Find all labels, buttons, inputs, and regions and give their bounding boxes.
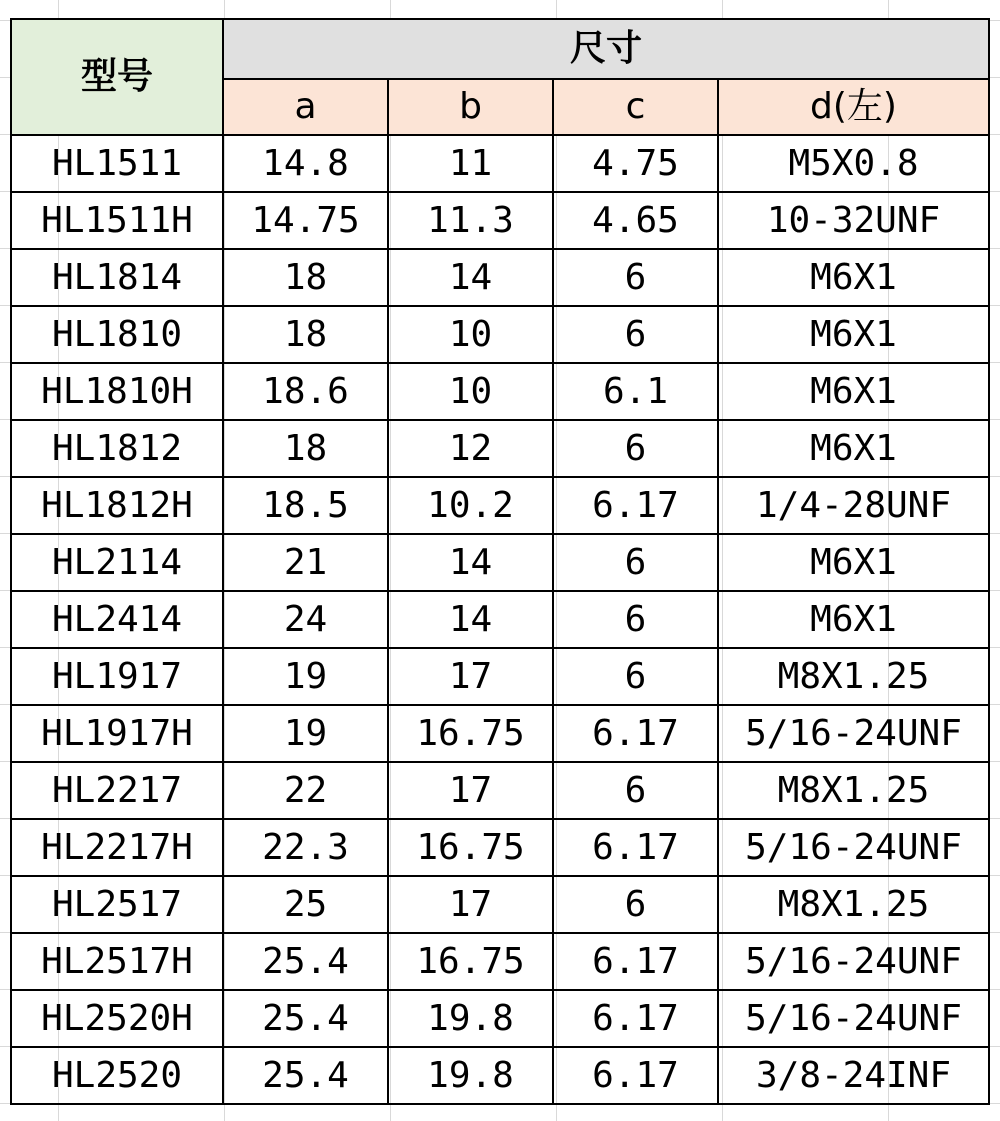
cell-a[interactable]: 22 [223, 762, 388, 819]
cell-d[interactable]: M8X1.25 [718, 648, 989, 705]
cell-c[interactable]: 6 [553, 876, 718, 933]
cell-b[interactable]: 17 [388, 762, 553, 819]
cell-a[interactable]: 19 [223, 648, 388, 705]
cell-model[interactable]: HL2520 [11, 1047, 223, 1104]
cell-a[interactable]: 25.4 [223, 990, 388, 1047]
table-row [11, 420, 989, 477]
spec-table [10, 18, 990, 1105]
table-row [11, 135, 989, 192]
cell-d[interactable]: M5X0.8 [718, 135, 989, 192]
cell-c[interactable]: 6 [553, 591, 718, 648]
cell-d[interactable]: M8X1.25 [718, 876, 989, 933]
table-row [11, 363, 989, 420]
cell-c[interactable]: 6 [553, 762, 718, 819]
cell-d[interactable]: 1/4-28UNF [718, 477, 989, 534]
size-header-cell[interactable]: 尺寸 [223, 19, 989, 79]
cell-model[interactable]: HL2517H [11, 933, 223, 990]
cell-a[interactable]: 18.5 [223, 477, 388, 534]
cell-c[interactable]: 6 [553, 420, 718, 477]
table-row [11, 534, 989, 591]
cell-b[interactable]: 14 [388, 249, 553, 306]
table-row [11, 192, 989, 249]
header-row [11, 19, 989, 79]
table-row [11, 705, 989, 762]
table-row [11, 819, 989, 876]
table-row [11, 933, 989, 990]
cell-b[interactable]: 16.75 [388, 705, 553, 762]
cell-a[interactable]: 25.4 [223, 1047, 388, 1104]
cell-b[interactable]: 10.2 [388, 477, 553, 534]
cell-b[interactable]: 16.75 [388, 933, 553, 990]
cell-model[interactable]: HL1812 [11, 420, 223, 477]
table-row [11, 648, 989, 705]
cell-d[interactable]: M6X1 [718, 249, 989, 306]
cell-a[interactable]: 19 [223, 705, 388, 762]
cell-b[interactable]: 17 [388, 648, 553, 705]
table-row [11, 591, 989, 648]
cell-model[interactable]: HL1814 [11, 249, 223, 306]
cell-d[interactable]: M6X1 [718, 591, 989, 648]
cell-d[interactable]: M6X1 [718, 534, 989, 591]
cell-b[interactable]: 19.8 [388, 990, 553, 1047]
cell-b[interactable]: 16.75 [388, 819, 553, 876]
table-row [11, 249, 989, 306]
sub-header-d[interactable]: d(左) [718, 79, 989, 135]
cell-c[interactable]: 6 [553, 306, 718, 363]
sub-header-b[interactable]: b [388, 79, 553, 135]
cell-model[interactable]: HL1812H [11, 477, 223, 534]
cell-model[interactable]: HL1917H [11, 705, 223, 762]
cell-d[interactable]: 3/8-24INF [718, 1047, 989, 1104]
cell-a[interactable]: 18 [223, 420, 388, 477]
cell-d[interactable]: 5/16-24UNF [718, 705, 989, 762]
table-row [11, 1047, 989, 1104]
cell-d[interactable]: M6X1 [718, 363, 989, 420]
cell-b[interactable]: 11.3 [388, 192, 553, 249]
cell-b[interactable]: 17 [388, 876, 553, 933]
cell-model[interactable]: HL2414 [11, 591, 223, 648]
table-row [11, 306, 989, 363]
cell-a[interactable]: 25.4 [223, 933, 388, 990]
cell-model[interactable]: HL1511H [11, 192, 223, 249]
cell-a[interactable]: 14.75 [223, 192, 388, 249]
sub-header-c[interactable]: c [553, 79, 718, 135]
cell-c[interactable]: 6.17 [553, 933, 718, 990]
cell-d[interactable]: 5/16-24UNF [718, 819, 989, 876]
cell-d[interactable]: 5/16-24UNF [718, 990, 989, 1047]
cell-b[interactable]: 10 [388, 363, 553, 420]
cell-c[interactable]: 6.17 [553, 990, 718, 1047]
cell-c[interactable]: 6.17 [553, 1047, 718, 1104]
cell-c[interactable]: 6.1 [553, 363, 718, 420]
cell-c[interactable]: 6 [553, 648, 718, 705]
sub-header-a[interactable]: a [223, 79, 388, 135]
cell-d[interactable]: 5/16-24UNF [718, 933, 989, 990]
cell-model[interactable]: HL2217 [11, 762, 223, 819]
cell-a[interactable]: 18 [223, 306, 388, 363]
cell-d[interactable]: M8X1.25 [718, 762, 989, 819]
cell-model[interactable]: HL2217H [11, 819, 223, 876]
cell-c[interactable]: 6.17 [553, 705, 718, 762]
model-header-cell[interactable]: 型号 [11, 19, 223, 135]
table-row [11, 990, 989, 1047]
cell-model[interactable]: HL1917 [11, 648, 223, 705]
cell-d[interactable]: 10-32UNF [718, 192, 989, 249]
cell-b[interactable]: 19.8 [388, 1047, 553, 1104]
cell-model[interactable]: HL2520H [11, 990, 223, 1047]
cell-model[interactable]: HL1511 [11, 135, 223, 192]
cell-d[interactable]: M6X1 [718, 420, 989, 477]
cell-a[interactable]: 18 [223, 249, 388, 306]
table-row [11, 876, 989, 933]
cell-a[interactable]: 18.6 [223, 363, 388, 420]
cell-b[interactable]: 14 [388, 591, 553, 648]
cell-a[interactable]: 24 [223, 591, 388, 648]
cell-c[interactable]: 6.17 [553, 477, 718, 534]
cell-a[interactable]: 22.3 [223, 819, 388, 876]
cell-b[interactable]: 12 [388, 420, 553, 477]
cell-model[interactable]: HL1810 [11, 306, 223, 363]
cell-c[interactable]: 6 [553, 534, 718, 591]
cell-c[interactable]: 6 [553, 249, 718, 306]
table-row [11, 477, 989, 534]
cell-b[interactable]: 11 [388, 135, 553, 192]
cell-b[interactable]: 14 [388, 534, 553, 591]
cell-c[interactable]: 6.17 [553, 819, 718, 876]
cell-a[interactable]: 25 [223, 876, 388, 933]
table-row [11, 762, 989, 819]
cell-a[interactable]: 21 [223, 534, 388, 591]
cell-c[interactable]: 4.75 [553, 135, 718, 192]
cell-c[interactable]: 4.65 [553, 192, 718, 249]
cell-a[interactable]: 14.8 [223, 135, 388, 192]
cell-b[interactable]: 10 [388, 306, 553, 363]
cell-model[interactable]: HL2114 [11, 534, 223, 591]
cell-model[interactable]: HL2517 [11, 876, 223, 933]
cell-model[interactable]: HL1810H [11, 363, 223, 420]
cell-d[interactable]: M6X1 [718, 306, 989, 363]
